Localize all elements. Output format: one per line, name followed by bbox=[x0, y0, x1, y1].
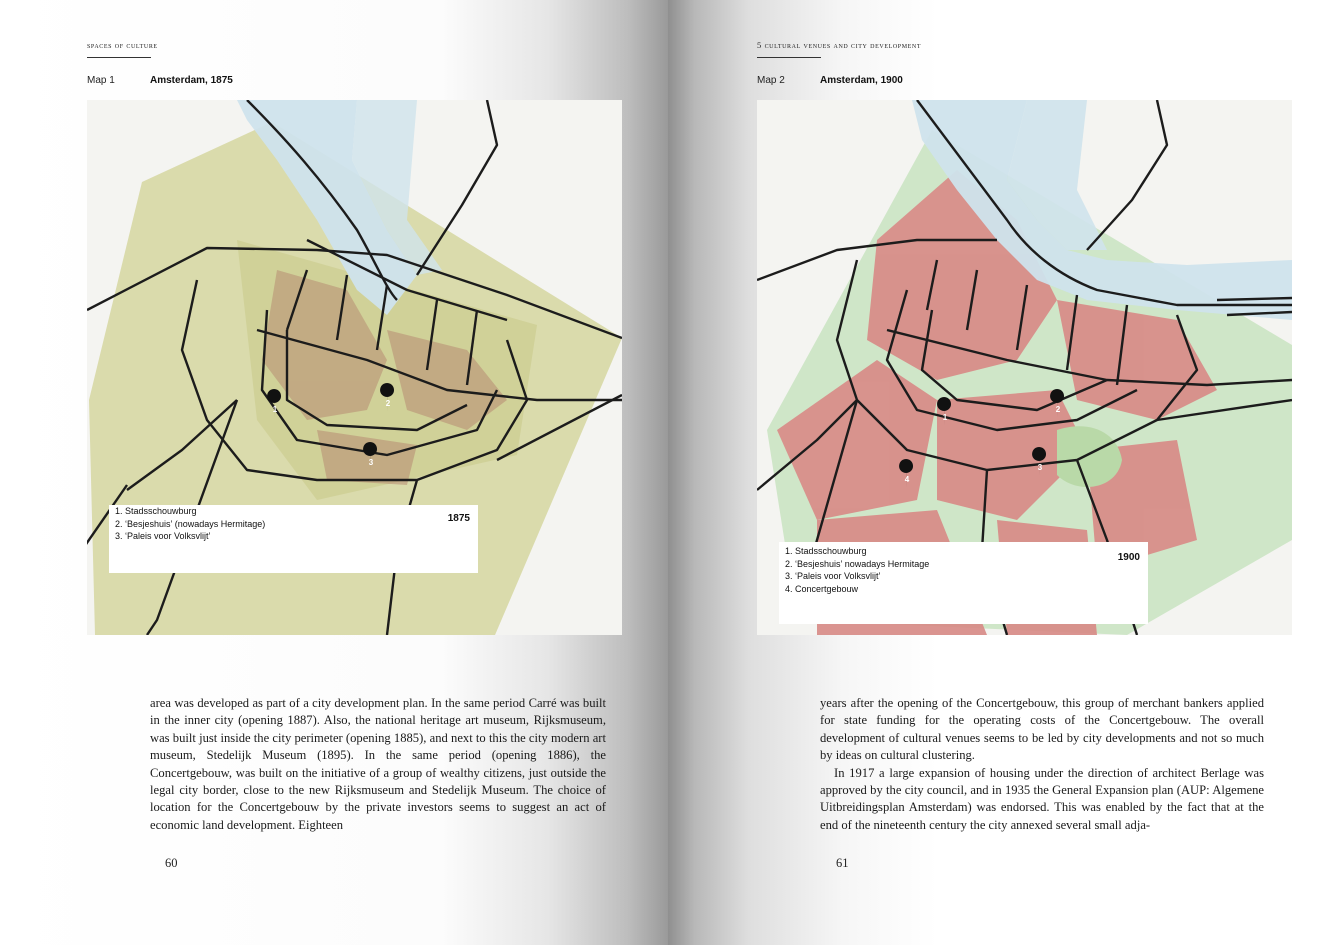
map-number: Map 1 bbox=[87, 75, 115, 86]
left-page bbox=[0, 0, 668, 945]
body-text bbox=[150, 695, 606, 834]
marker-2: 2 bbox=[1055, 405, 1061, 414]
legend-item: 1. Stadsschouwburg bbox=[785, 546, 867, 556]
map-title: Amsterdam, 1900 bbox=[820, 75, 903, 86]
map-title: Amsterdam, 1875 bbox=[150, 75, 233, 86]
marker-1: 1 bbox=[272, 405, 278, 414]
map-amsterdam-1900 bbox=[757, 100, 1292, 635]
page-number: 60 bbox=[165, 856, 178, 870]
legend-item: 4. Concertgebouw bbox=[785, 583, 859, 594]
marker-2: 2 bbox=[385, 399, 391, 408]
running-head-rule bbox=[757, 57, 821, 58]
map-number: Map 2 bbox=[757, 75, 785, 86]
map-legend bbox=[779, 542, 1148, 624]
legend-year: 1875 bbox=[447, 513, 470, 524]
running-head-rule bbox=[87, 57, 151, 58]
legend-item: 1. Stadsschouwburg bbox=[115, 506, 197, 516]
map-legend bbox=[109, 505, 478, 573]
legend-item: 3. ‘Paleis voor Volksvlijt’ bbox=[785, 571, 881, 581]
running-head: 5 cultural venues and city development bbox=[757, 40, 922, 50]
body-text bbox=[820, 695, 1264, 834]
marker-4: 4 bbox=[904, 475, 910, 484]
map-amsterdam-1875 bbox=[87, 100, 622, 635]
page-number: 61 bbox=[836, 856, 849, 870]
paragraph: years after the opening of the Concertgebouw, this group of merchant bankers applied for state funding for the operating costs of the Concertgebouw. The overall development of cultural venues seems to be led by city developments and not so much by ideas on cultural clustering. bbox=[820, 696, 1264, 763]
running-head: spaces of culture bbox=[87, 40, 158, 50]
legend-item: 2. ‘Besjeshuis’ (nowadays Hermitage) bbox=[115, 518, 266, 529]
marker-3: 3 bbox=[1037, 463, 1043, 472]
legend-item: 2. ‘Besjeshuis’ nowadays Hermitage bbox=[785, 558, 930, 569]
paragraph: In 1917 a large expansion of housing under the direction of architect Berlage was approved by the city council, and in 1935 the General Expansion plan (AUP: Algemene Uitbreidingsplan Amsterdam) was endorsed. This was enabled by the fact that at the end of the nineteenth century the city annexed several small adja- bbox=[820, 765, 1264, 832]
marker-1: 1 bbox=[942, 413, 948, 422]
right-page bbox=[668, 0, 1340, 945]
paragraph: area was developed as part of a city development plan. In the same period Carré was built in the inner city (opening 1887). Also, the national heritage art museum, Rijksmuseum, was built just inside the city perimeter (opening 1885), and next to this the city modern art museum, Stedelijk Museum (1895). In the same period (opening 1886), the Concertgebouw, was built on the initiative of a group of wealthy citizens, just outside the legal city border, close to the new Rijksmuseum and Stedelijk Museum. The choice of location for the Concertgebouw by the private investors seems to suggest an act of economic land development. Eighteen bbox=[150, 696, 606, 832]
marker-3: 3 bbox=[368, 458, 374, 467]
legend-item: 3. ‘Paleis voor Volksvlijt’ bbox=[115, 531, 211, 541]
legend-year: 1900 bbox=[1117, 552, 1140, 563]
